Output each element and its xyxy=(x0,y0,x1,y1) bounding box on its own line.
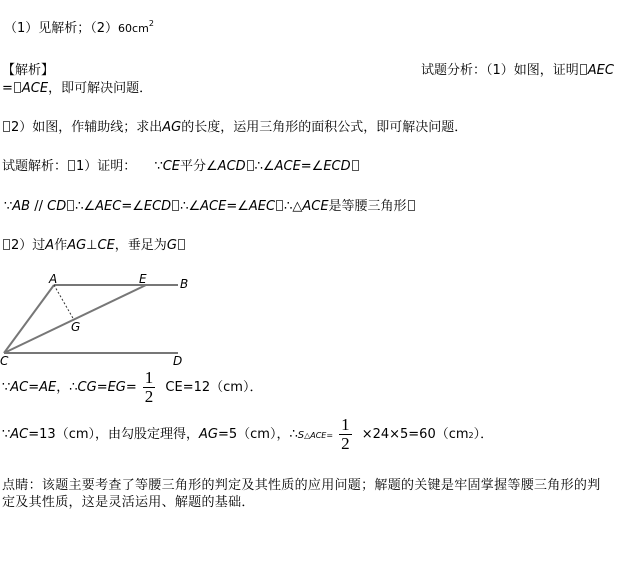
ag-value-text: =5（cm），∴ xyxy=(217,427,298,442)
answer-exponent: 2 xyxy=(148,19,154,28)
missing-glyph-box xyxy=(580,64,587,75)
analysis-intro-text: 试题分析：（1）如图，证明 xyxy=(421,63,579,78)
therefore-triangle: ∴△ xyxy=(284,199,303,214)
analysis-line-3 xyxy=(2,120,467,136)
therefore-angle: ∴∠ xyxy=(180,199,201,214)
missing-glyph-box xyxy=(67,200,74,211)
analysis-line-2-rest: ，即可解决问题． xyxy=(48,81,153,96)
comment-text-1: 点睛：该题主要考查了等腰三角形的判定及其性质的应用问题；解题的关键是牢固掌握等腰三角形的判 xyxy=(2,478,601,493)
construct-verb: 作 xyxy=(54,238,68,253)
geometry-diagram xyxy=(0,270,200,370)
label-a: A xyxy=(49,272,58,286)
segment-ce xyxy=(4,285,146,353)
label-d: D xyxy=(173,354,183,368)
area-unit-close: ）． xyxy=(473,427,494,442)
label-c: C xyxy=(0,354,9,368)
point-g: G xyxy=(166,238,177,253)
missing-glyph-box xyxy=(178,239,185,250)
analysis-line-3-rest: 的长度，运用三角形的面积公式，即可解决问题． xyxy=(181,120,468,135)
equals-sign: = xyxy=(326,431,334,440)
segment-ab: AB xyxy=(12,199,31,214)
label-e: E xyxy=(139,272,147,286)
fraction-denominator: 2 xyxy=(341,434,350,453)
missing-glyph-box xyxy=(3,239,10,250)
fraction-one-half xyxy=(143,369,156,406)
solution-line-2 xyxy=(4,199,416,215)
segment-ag: AG xyxy=(199,427,218,442)
triangle-ace: ACE xyxy=(21,81,49,96)
therefore-angle: ∴∠ xyxy=(254,159,275,174)
missing-glyph-box xyxy=(3,121,10,132)
fraction-one-half xyxy=(339,416,352,453)
because-symbol: ∵ xyxy=(154,159,163,174)
angle-aec: AEC xyxy=(95,199,122,214)
comment-text-2: 定及其性质，这是灵活运用、解题的基础． xyxy=(2,495,255,510)
segment-ag xyxy=(54,285,74,320)
label-g: G xyxy=(71,320,81,334)
answer-line xyxy=(4,16,154,37)
because-symbol: ∵ xyxy=(4,199,13,214)
bisect-text: 平分∠ xyxy=(180,159,218,174)
segment-cd: CD xyxy=(47,199,67,214)
missing-glyph-box xyxy=(247,160,254,171)
equals-angle: =∠ xyxy=(226,199,249,214)
point-a: A xyxy=(45,238,55,253)
fraction-denominator: 2 xyxy=(144,387,154,406)
area-symbol: S xyxy=(297,430,305,441)
missing-glyph-box xyxy=(352,160,359,171)
solution-line-3 xyxy=(2,238,186,254)
missing-glyph-box xyxy=(408,200,415,211)
ac-equals-ae: AC=AE xyxy=(10,380,57,395)
missing-glyph-box xyxy=(14,82,21,93)
comment-line-1 xyxy=(2,478,601,494)
angle-aec: AEC xyxy=(248,199,276,214)
segment-ag: AG xyxy=(162,120,182,135)
segment-ac: AC xyxy=(10,427,29,442)
therefore-text: ，∴ xyxy=(56,380,78,395)
cg-equals-eg: CG=EG= xyxy=(77,380,137,395)
missing-glyph-box xyxy=(68,160,75,171)
parallel-symbol: // xyxy=(30,199,48,214)
step-2 xyxy=(2,415,493,456)
fraction-numerator: 1 xyxy=(341,415,350,434)
segment-ac xyxy=(4,285,54,353)
pythagoras-text: =13（cm），由勾股定理得， xyxy=(28,427,200,442)
analysis-line-2 xyxy=(2,81,152,97)
angle-ace: ACE xyxy=(274,159,301,174)
answer-text: （1）见解析；（2） xyxy=(4,21,119,36)
fraction-numerator: 1 xyxy=(144,368,154,387)
solution-proof-label: 1）证明： xyxy=(76,159,137,174)
angle-ecd: ECD xyxy=(323,159,351,174)
angle-acd: ACD xyxy=(217,159,246,174)
comment-line-2 xyxy=(2,495,255,511)
area-exponent: 2 xyxy=(468,431,474,440)
analysis-intro xyxy=(421,63,614,79)
triangle-ace: ACE xyxy=(302,199,329,214)
equals-angle: =∠ xyxy=(121,199,144,214)
label-b: B xyxy=(180,277,189,291)
isosceles-text: 是等腰三角形 xyxy=(328,199,407,214)
solution-label: 试题解析： xyxy=(2,159,68,174)
because-symbol: ∵ xyxy=(2,427,11,442)
area-subscript: △ACE xyxy=(304,431,327,440)
analysis-heading-text: 【解析】 xyxy=(2,63,55,78)
missing-glyph-box xyxy=(172,200,179,211)
angle-ecd: ECD xyxy=(143,199,172,214)
answer-value: 60cm xyxy=(118,22,149,35)
equals-angle: =∠ xyxy=(300,159,324,174)
solution-line-1 xyxy=(2,159,360,175)
because-symbol: ∵ xyxy=(2,380,11,395)
step-1 xyxy=(2,368,262,408)
analysis-heading xyxy=(2,63,54,79)
triangle-aec: AEC xyxy=(587,63,614,78)
foot-text: ，垂足为 xyxy=(114,238,167,253)
missing-glyph-box xyxy=(276,200,283,211)
construction-text: 2）过 xyxy=(11,238,46,253)
angle-ace: ACE xyxy=(200,199,227,214)
equals-sign: = xyxy=(2,81,13,96)
ce-value-text: CE=12（cm）． xyxy=(161,380,263,395)
analysis-line-3-pre: 2）如图，作辅助线；求出 xyxy=(11,120,163,135)
therefore-angle: ∴∠ xyxy=(75,199,96,214)
area-calculation: ×24×5=60（cm xyxy=(357,427,469,442)
segment-ce: CE xyxy=(162,159,181,174)
perpendicular-ag-ce: AG⊥CE xyxy=(67,238,115,253)
